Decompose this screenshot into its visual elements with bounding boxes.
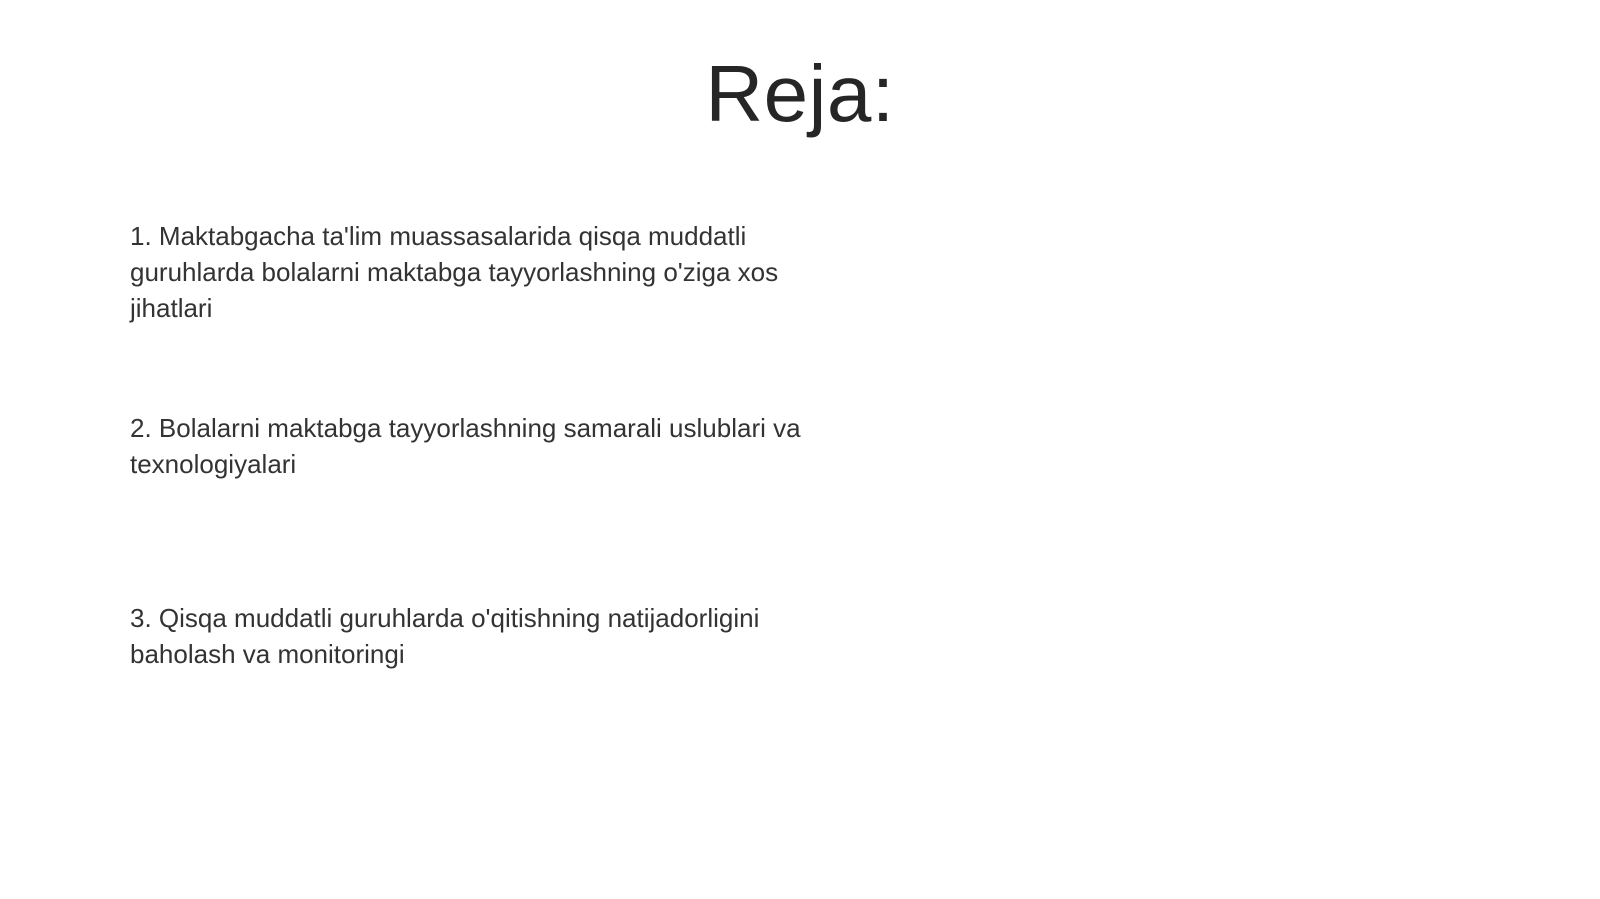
plan-item-2: 2. Bolalarni maktabga tayyorlashning samarali uslublari va texnologiyalari (130, 413, 801, 479)
plan-item-3: 3. Qisqa muddatli guruhlarda o'qitishning natijadorligini baholash va monitoringi (130, 603, 760, 669)
slide-title: Reja: (705, 49, 895, 138)
plan-item-1: 1. Maktabgacha ta'lim muassasalarida qisqa muddatli guruhlarda bolalarni maktabga tayyorlashning o'ziga xos jihatlari (130, 221, 779, 323)
